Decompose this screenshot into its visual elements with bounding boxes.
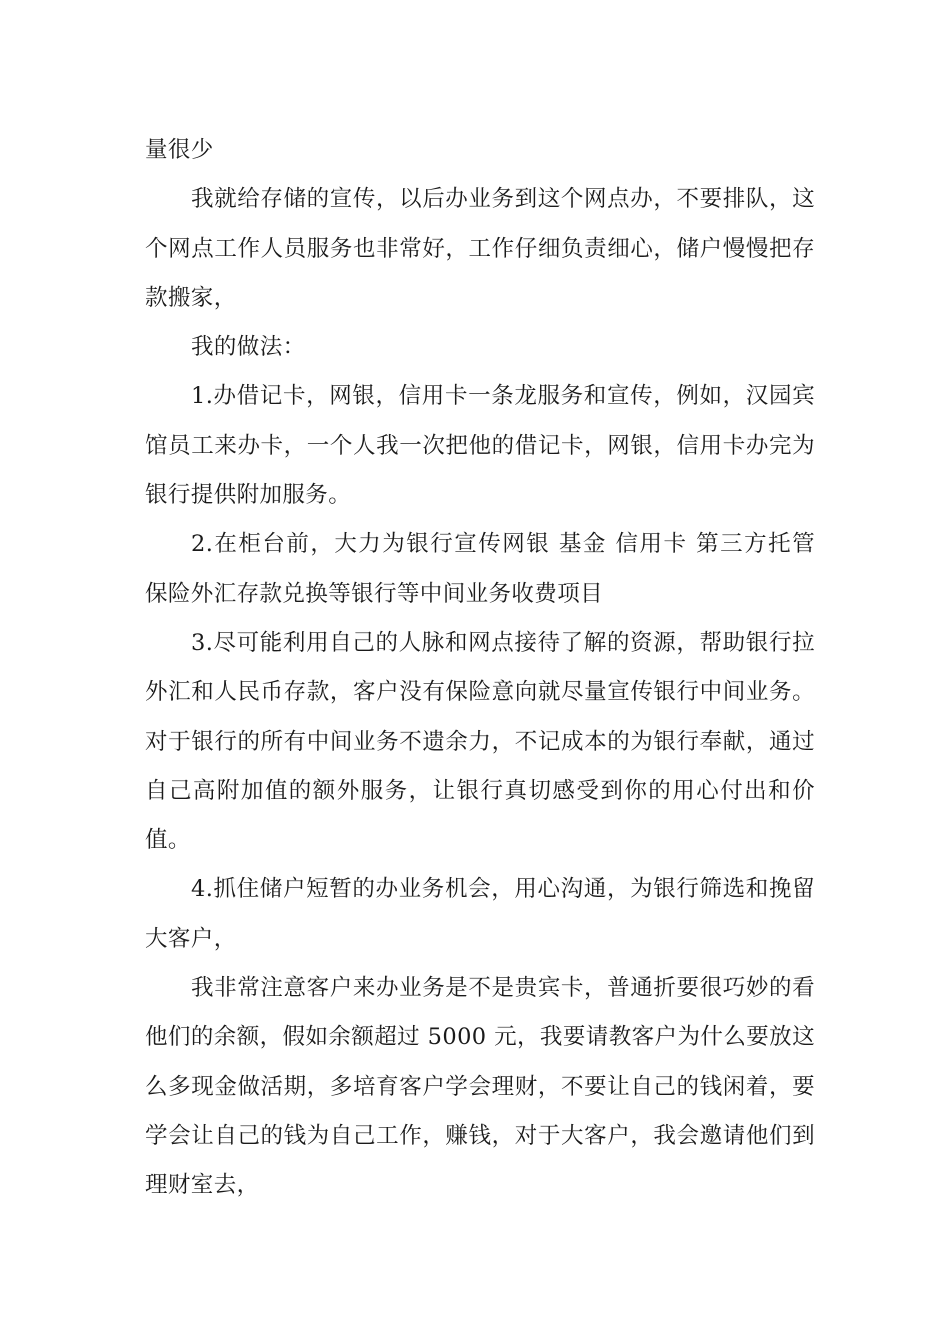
- paragraph-5: 2.在柜台前，大力为银行宣传网银 基金 信用卡 第三方托管 保险外汇存款兑换等银行等中间业务收费项目: [145, 531, 815, 607]
- paragraph-7: 4.抓住储户短暂的办业务机会，用心沟通，为银行筛选和挽留大客户，: [145, 876, 815, 952]
- paragraph-4: 1.办借记卡，网银，信用卡一条龙服务和宣传，例如，汉园宾馆员工来办卡，一个人我一次把他的借记卡，网银，信用卡办完为银行提供附加服务。: [145, 383, 815, 509]
- paragraph-8: 我非常注意客户来办业务是不是贵宾卡，普通折要很巧妙的看他们的余额，假如余额超过 5000 元，我要请教客户为什么要放这么多现金做活期，多培育客户学会理财，不要让自己的钱闲着，要学会让自己的钱为自己工作，赚钱，对于大客户，我会邀请他们到理财室去，: [145, 975, 815, 1199]
- document-body: [145, 126, 815, 1211]
- paragraph-6: 3.尽可能利用自己的人脉和网点接待了解的资源，帮助银行拉外汇和人民币存款，客户没有保险意向就尽量宣传银行中间业务。对于银行的所有中间业务不遗余力，不记成本的为银行奉献，通过自己高附加值的额外服务，让银行真切感受到你的用心付出和价值。: [145, 629, 815, 854]
- paragraph-1: 量很少: [145, 137, 214, 163]
- paragraph-2: 我就给存储的宣传，以后办业务到这个网点办，不要排队，这个网点工作人员服务也非常好，工作仔细负责细心，储户慢慢把存款搬家，: [145, 186, 815, 311]
- paragraph-3: 我的做法：: [191, 334, 306, 361]
